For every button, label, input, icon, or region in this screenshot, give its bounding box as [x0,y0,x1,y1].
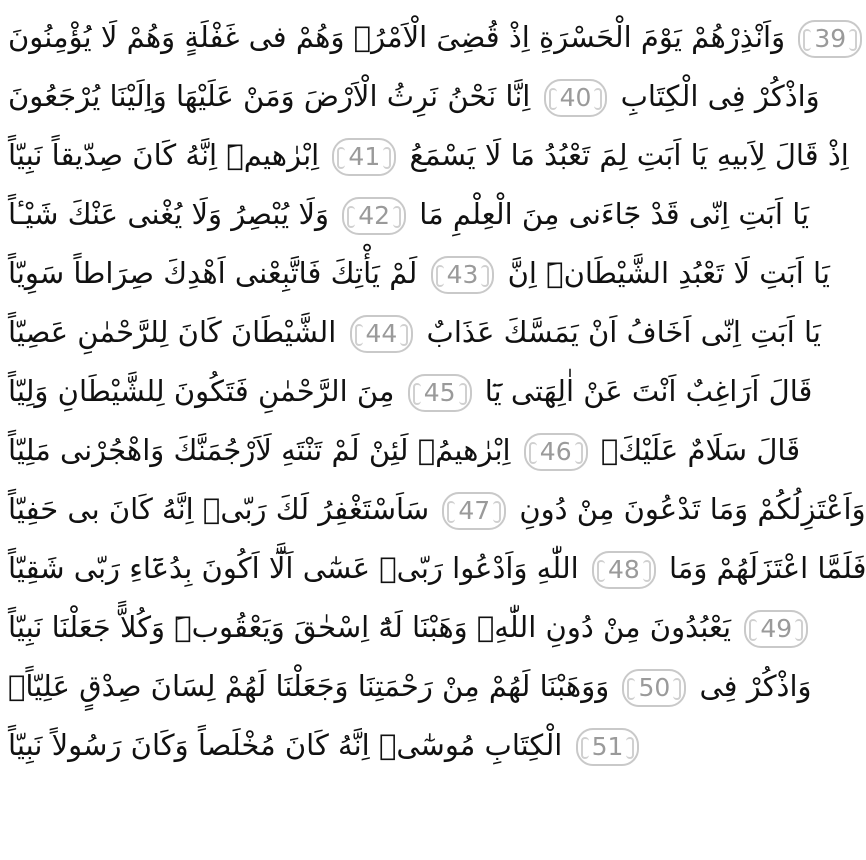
verse-text: يَا اَبَتِ اِنّى قَدْ جَٓاءَنى مِنَ الْعِلْمِ مَا [419,197,810,231]
verse-number-marker: 45 [408,374,472,412]
verse-text: قَالَ سَلَامٌ عَلَيْكَۚ [600,433,801,467]
verse-text: وَاَنْذِرْهُمْ يَوْمَ الْحَسْرَةِ اِذْ قُضِىَ الْاَمْرُۢ وَهُمْ فى غَفْلَةٍ وَهُمْ لَا يُؤْمِنُونَ [8,20,786,54]
text-line [8,244,830,303]
text-line [8,303,821,362]
verse-text: يَا اَبَتِ لَا تَعْبُدِ الشَّيْطَانَۜ اِنَّ [507,256,830,290]
verse-text: اِبْرٰهيمُۚ لَئِنْ لَمْ تَنْتَهِ لَاَرْجُمَنَّكَ وَاهْجُرْنى مَلِيّاً [8,433,511,467]
text-line [8,126,849,185]
verse-text: الْكِتَابِ مُوسٰٓىۘ اِنَّهُ كَانَ مُخْلَصاً وَكَانَ رَسُولاً نَبِيّاً [8,728,563,762]
verse-text: وَاَعْتَزِلُكُمْ وَمَا تَدْعُونَ مِنْ دُونِ [519,492,866,526]
verse-number-marker: 48 [592,551,656,589]
verse-number-marker: 39 [798,20,862,58]
text-line [8,67,820,126]
verse-number-marker: 42 [342,197,406,235]
verse-text: يَعْبُدُونَ مِنْ دُونِ اللّٰهِۙ وَهَبْنَا لَهُٓ اِسْحٰقَ وَيَعْقُوبَۜ وَكُلاًّ جَعَلْنَا نَبِيّاً [8,610,732,644]
verse-text: اللّٰهِ وَاَدْعُوا رَبّىۘ عَسٰٓى اَلَّٓا اَكُونَ بِدُعَٓاءِ رَبّى شَقِيّاً [8,551,579,585]
verse-text: اِذْ قَالَ لِاَبيهِ يَا اَبَتِ لِمَ تَعْبُدُ مَا لَا يَسْمَعُ [409,138,849,172]
text-line [8,362,813,421]
verse-number-marker: 49 [744,610,808,648]
verse-text: فَلَمَّا اعْتَزَلَهُمْ وَمَا [668,551,866,585]
text-line [8,421,801,480]
verse-number-marker: 44 [350,315,414,353]
verse-text: وَاذْكُرْ فِى الْكِتَابِ [620,79,820,113]
text-line [8,598,793,657]
verse-text: اِنَّا نَحْنُ نَرِثُ الْاَرْضَ وَمَنْ عَلَيْهَا وَاِلَيْنَا يُرْجَعُونَ [8,79,531,113]
verse-number-marker: 46 [524,433,588,471]
text-line [8,480,866,539]
text-line [8,657,812,716]
verse-text: لَمْ يَأْتِكَ فَاتَّبِعْنى اَهْدِكَ صِرَاطاً سَوِيّاً [8,256,418,290]
verse-text: وَاذْكُرْ فِى [699,669,812,703]
verse-text: الشَّيْطَانَ كَانَ لِلرَّحْمٰنِ عَصِيّاً [8,315,337,349]
verse-number-marker: 41 [332,138,396,176]
verse-text: مِنَ الرَّحْمٰنِ فَتَكُونَ لِلشَّيْطَانِ وَلِيّاً [8,374,395,408]
text-line [8,539,866,598]
verse-text: اِبْرٰهيمَۜ اِنَّهُ كَانَ صِدّيقاً نَبِيّاً [8,138,320,172]
verse-text: يَا اَبَتِ اِنّى اَخَافُ اَنْ يَمَسَّكَ عَذَابٌ [426,315,821,349]
verse-number-marker: 43 [431,256,495,294]
verse-number-marker: 51 [576,728,640,766]
verse-text: وَوَهَبْنَا لَهُمْ مِنْ رَحْمَتِنَا وَجَعَلْنَا لَهُمْ لِسَانَ صِدْقٍ عَلِيّاًۚ [8,669,610,703]
verse-text: وَلَا يُبْصِرُ وَلَا يُغْنى عَنْكَ شَيْـٔاً [8,197,330,231]
text-line [8,716,634,775]
verse-number-marker: 40 [544,79,608,117]
verse-text: سَاَسْتَغْفِرُ لَكَ رَبّىۜ اِنَّهُ كَانَ بى حَفِيّاً [8,492,430,526]
text-line [8,185,810,244]
quran-page [0,8,866,860]
verse-text: قَالَ اَرَاغِبٌ اَنْتَ عَنْ اٰلِهَتى يَٓا [484,374,813,408]
text-line [8,8,847,67]
verse-number-marker: 47 [442,492,506,530]
verse-number-marker: 50 [622,669,686,707]
